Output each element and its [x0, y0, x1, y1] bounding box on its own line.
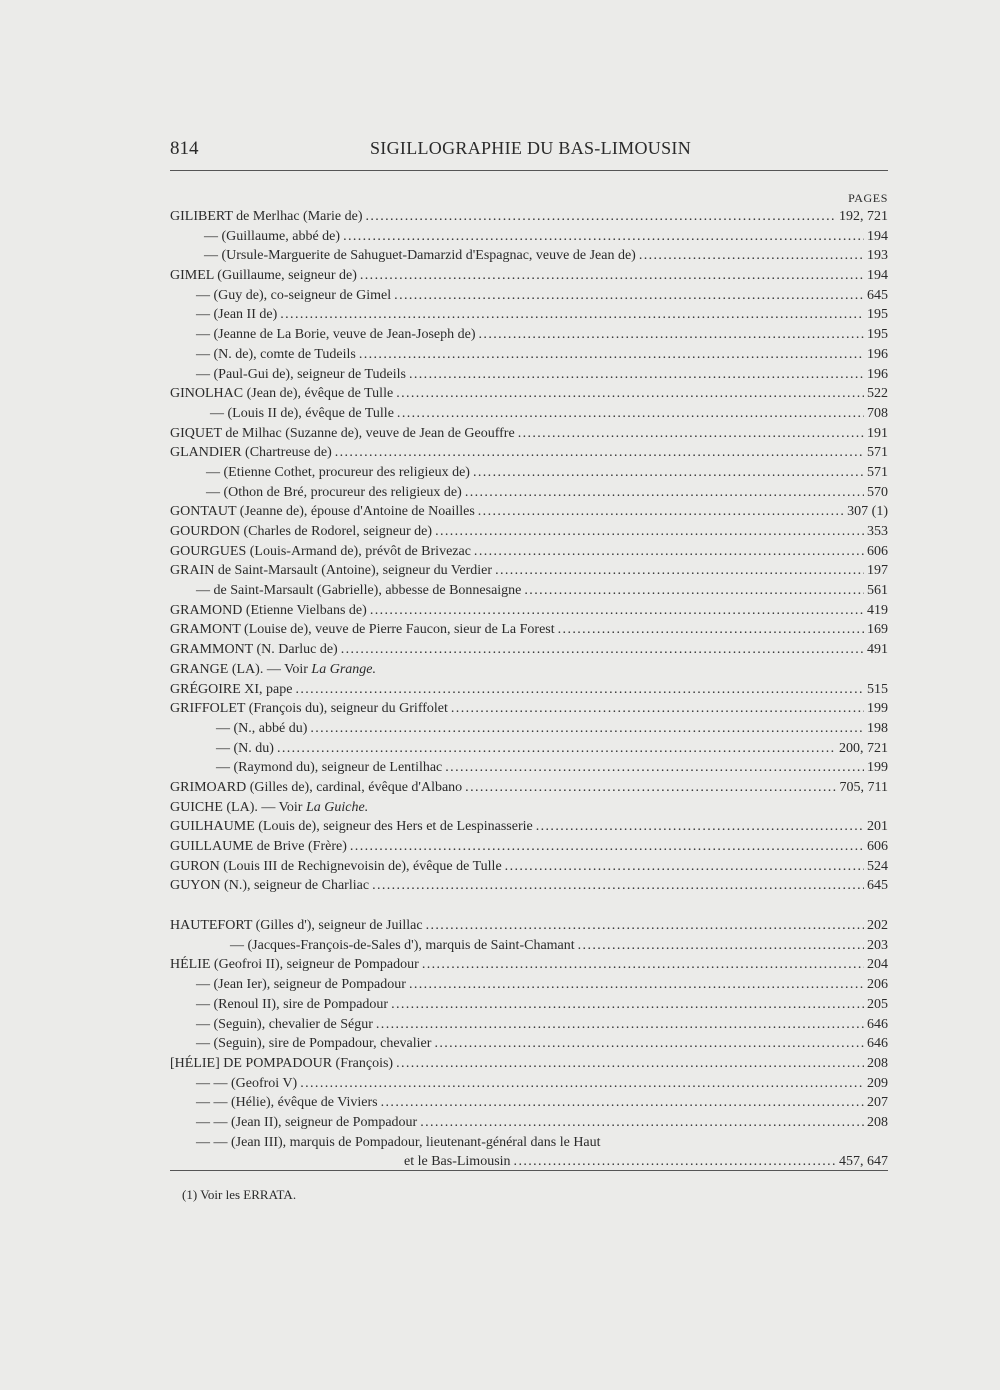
- index-entry: [170, 463, 888, 483]
- dot-leader: [578, 936, 864, 956]
- index-entry: [170, 483, 888, 503]
- index-entry: [170, 936, 888, 956]
- index-entry: [170, 739, 888, 759]
- index-entry: [170, 857, 888, 877]
- dot-leader: [295, 680, 864, 700]
- entry-pages: 198: [867, 720, 888, 736]
- index-entry: [170, 758, 888, 778]
- footnote-marker: (1): [182, 1187, 198, 1202]
- entry-pages: 204: [867, 957, 888, 973]
- entry-name: — — (Jean II), seigneur de Pompadour: [196, 1114, 418, 1130]
- dot-leader: [422, 955, 864, 975]
- entry-name: HÉLIE (Geofroi II), seigneur de Pompadour: [170, 957, 419, 973]
- entry-name: GRAMONT (Louise de), veuve de Pierre Faucon, sieur de La Forest: [170, 622, 555, 638]
- entry-pages: 169: [867, 622, 888, 638]
- entry-pages: 353: [867, 524, 888, 539]
- entry-name: GRÉGOIRE XI, pape: [170, 681, 293, 697]
- dot-leader: [396, 1054, 864, 1074]
- dot-leader: [310, 719, 864, 739]
- index-entry: [170, 227, 888, 247]
- index-entry: [170, 1054, 888, 1074]
- entry-pages: 708: [867, 405, 888, 421]
- entry-name: — (Jeanne de La Borie, veuve de Jean-Joseph de): [196, 327, 476, 343]
- footnote-text: Voir les: [200, 1187, 241, 1202]
- entry-pages: 203: [867, 937, 888, 953]
- index-entry: [170, 1113, 888, 1133]
- entry-pages: 209: [867, 1075, 888, 1091]
- entry-pages: 201: [867, 819, 888, 835]
- entry-see-reference: La Guiche.: [305, 799, 369, 815]
- dot-leader: [558, 620, 864, 640]
- dot-leader: [381, 1093, 864, 1113]
- dot-leader: [495, 561, 864, 581]
- index-entry: [170, 719, 888, 739]
- dot-leader: [478, 502, 844, 522]
- section-spacer: [170, 896, 888, 916]
- dot-leader: [394, 286, 864, 306]
- entry-name: — — (Hélie), évêque de Viviers: [196, 1095, 378, 1111]
- dot-leader: [280, 305, 864, 325]
- entry-name: et le Bas-Limousin: [404, 1154, 511, 1170]
- dot-leader: [391, 995, 864, 1015]
- index-entry: [170, 601, 888, 621]
- index-entry: [170, 404, 888, 424]
- entry-pages: 194: [867, 228, 888, 244]
- index-entry: [170, 581, 888, 601]
- entry-name: — — (Geofroi V): [196, 1075, 298, 1091]
- entry-pages: 193: [867, 248, 888, 264]
- index-entry: [170, 345, 888, 365]
- entry-name: — (N. de), comte de Tudeils: [196, 346, 356, 362]
- entry-name: GINOLHAC (Jean de), évêque de Tulle: [170, 386, 394, 402]
- entry-pages: 524: [867, 858, 888, 874]
- index-entry: [170, 502, 888, 522]
- entry-pages: 199: [867, 760, 888, 776]
- dot-leader: [639, 246, 864, 266]
- footnote-ref: ERRATA.: [243, 1187, 297, 1202]
- entry-see-reference: La Grange.: [311, 661, 376, 677]
- index-entry: [170, 266, 888, 286]
- entry-pages: 606: [867, 543, 888, 559]
- entry-pages: 646: [867, 1016, 888, 1032]
- entry-name: GONTAUT (Jeanne de), épouse d'Antoine de Noailles: [170, 504, 475, 520]
- entry-name: GOURDON (Charles de Rodorel, seigneur de): [170, 524, 433, 539]
- index-entry: [170, 798, 888, 818]
- entry-pages: 200, 721: [839, 740, 888, 756]
- dot-leader: [426, 916, 864, 936]
- running-title: SIGILLOGRAPHIE DU BAS-LIMOUSIN: [370, 138, 691, 158]
- entry-name: — (Ursule-Marguerite de Sahuguet-Damarzid d'Espagnac, veuve de Jean de): [204, 248, 636, 264]
- index-entry: [170, 916, 888, 936]
- index-entry: [170, 424, 888, 444]
- entry-pages: 571: [867, 464, 888, 480]
- index-entry: [170, 542, 888, 562]
- entry-name: GURON (Louis III de Rechignevoisin de), évêque de Tulle: [170, 858, 502, 874]
- entry-name: [HÉLIE] DE POMPADOUR (François): [170, 1055, 394, 1071]
- entry-name: — (Renoul II), sire de Pompadour: [196, 996, 389, 1012]
- entry-pages: 202: [867, 918, 888, 934]
- entry-name: GILIBERT de Merlhac (Marie de): [170, 209, 363, 224]
- dot-leader: [366, 207, 837, 227]
- dot-leader: [435, 522, 864, 542]
- entry-name: GIMEL (Guillaume, seigneur de): [170, 268, 357, 284]
- footnote: [182, 1187, 296, 1203]
- entry-pages: 207: [867, 1095, 888, 1111]
- index-entry: [170, 1034, 888, 1054]
- index-entry: [170, 699, 888, 719]
- index-entry: [170, 995, 888, 1015]
- entry-pages: 419: [867, 602, 888, 618]
- entry-pages: 645: [867, 287, 888, 303]
- entry-name: — (N., abbé du): [216, 720, 308, 736]
- entry-name: — (Guy de), co-seigneur de Gimel: [196, 287, 392, 303]
- index-list: [170, 207, 888, 1172]
- entry-pages: 191: [867, 425, 888, 441]
- dot-leader: [420, 1113, 864, 1133]
- entry-name: — (Seguin), sire de Pompadour, chevalier: [196, 1036, 432, 1052]
- dot-leader: [350, 837, 864, 857]
- entry-name: — (Guillaume, abbé de): [204, 228, 341, 244]
- index-entry: [170, 620, 888, 640]
- pages-column-label: PAGES: [848, 191, 888, 205]
- entry-pages: 208: [867, 1114, 888, 1130]
- dot-leader: [451, 699, 864, 719]
- entry-name: GRIFFOLET (François du), seigneur du Griffolet: [170, 701, 448, 717]
- entry-name: — (Louis II de), évêque de Tulle: [210, 405, 394, 421]
- entry-name: HAUTEFORT (Gilles d'), seigneur de Juillac: [170, 918, 423, 934]
- index-entry: [170, 305, 888, 325]
- index-entry: [170, 1074, 888, 1094]
- dot-leader: [335, 443, 864, 463]
- index-entry: [170, 1015, 888, 1035]
- entry-name: — — (Jean III), marquis de Pompadour, lieutenant-général dans le Haut: [196, 1134, 601, 1150]
- dot-leader: [277, 739, 836, 759]
- dot-leader: [474, 542, 864, 562]
- index-entry: [170, 778, 888, 798]
- entry-pages: 515: [867, 681, 888, 697]
- entry-name: GLANDIER (Chartreuse de): [170, 445, 332, 461]
- dot-leader: [396, 384, 864, 404]
- dot-leader: [397, 404, 864, 424]
- entry-name: — (Etienne Cothet, procureur des religieux de): [206, 464, 470, 480]
- entry-name: GUYON (N.), seigneur de Charliac: [170, 878, 370, 894]
- entry-pages: 307 (1): [847, 504, 888, 520]
- header-rule: [170, 170, 888, 171]
- dot-leader: [465, 483, 864, 503]
- dot-leader: [409, 365, 864, 385]
- index-entry: [170, 522, 888, 542]
- entry-name: — (Jacques-François-de-Sales d'), marquis de Saint-Chamant: [230, 937, 575, 953]
- entry-name: GRAMMONT (N. Darluc de): [170, 642, 338, 658]
- entry-pages: 570: [867, 484, 888, 500]
- entry-name: — de Saint-Marsault (Gabrielle), abbesse de Bonnesaigne: [196, 583, 522, 599]
- entry-pages: 457, 647: [839, 1154, 888, 1170]
- dot-leader: [505, 857, 864, 877]
- entry-pages: 197: [867, 563, 888, 579]
- page-number: 814: [170, 138, 199, 159]
- index-entry: [170, 443, 888, 463]
- entry-pages: 192, 721: [839, 209, 888, 224]
- entry-pages: 196: [867, 346, 888, 362]
- entry-pages: 646: [867, 1036, 888, 1052]
- index-entry: [170, 325, 888, 345]
- dot-leader: [434, 1034, 864, 1054]
- index-entry: [170, 680, 888, 700]
- index-entry: [170, 955, 888, 975]
- index-entry: [170, 561, 888, 581]
- entry-pages: 705, 711: [839, 779, 888, 795]
- entry-name: GRIMOARD (Gilles de), cardinal, évêque d'Albano: [170, 779, 463, 795]
- index-entry: [170, 1133, 888, 1153]
- index-entry: [170, 384, 888, 404]
- entry-name: — (Jean II de): [196, 307, 278, 323]
- entry-pages: 208: [867, 1055, 888, 1071]
- index-entry: [170, 246, 888, 266]
- dot-leader: [372, 876, 864, 896]
- entry-pages: 606: [867, 839, 888, 854]
- footnote-rule: [170, 1170, 888, 1171]
- entry-name: GIQUET de Milhac (Suzanne de), veuve de Jean de Geouffre: [170, 425, 515, 441]
- entry-name: GUILHAUME (Louis de), seigneur des Hers et de Lespinasserie: [170, 819, 533, 835]
- entry-pages: 206: [867, 977, 888, 993]
- entry-name: — (Othon de Bré, procureur des religieux de): [206, 484, 462, 500]
- dot-leader: [370, 601, 864, 621]
- dot-leader: [376, 1015, 864, 1035]
- entry-name: — (Seguin), chevalier de Ségur: [196, 1016, 373, 1032]
- entry-pages: 522: [867, 386, 888, 402]
- dot-leader: [359, 345, 864, 365]
- entry-pages: 194: [867, 268, 888, 284]
- index-entry: [170, 876, 888, 896]
- index-entry: [170, 286, 888, 306]
- entry-name: — (Paul-Gui de), seigneur de Tudeils: [196, 366, 406, 382]
- entry-pages: 199: [867, 701, 888, 717]
- index-entry: [170, 817, 888, 837]
- dot-leader: [479, 325, 864, 345]
- entry-name: GUILLAUME de Brive (Frère): [170, 839, 347, 854]
- dot-leader: [360, 266, 864, 286]
- entry-name: GRAIN de Saint-Marsault (Antoine), seigneur du Verdier: [170, 563, 493, 579]
- index-entry: [170, 640, 888, 660]
- entry-pages: 205: [867, 996, 888, 1012]
- index-entry: [170, 365, 888, 385]
- entry-pages: 645: [867, 878, 888, 894]
- entry-pages: 561: [867, 583, 888, 599]
- entry-pages: 195: [867, 327, 888, 343]
- dot-leader: [341, 640, 864, 660]
- dot-leader: [409, 975, 864, 995]
- entry-name: — (Jean Ier), seigneur de Pompadour: [196, 977, 406, 993]
- index-entry: [170, 837, 888, 857]
- dot-leader: [524, 581, 864, 601]
- index-entry: [170, 207, 888, 227]
- dot-leader: [343, 227, 864, 247]
- entry-pages: 571: [867, 445, 888, 461]
- entry-pages: 195: [867, 307, 888, 323]
- entry-name: GRANGE (LA). — Voir La Grange.: [170, 661, 376, 677]
- dot-leader: [300, 1074, 864, 1094]
- entry-pages: 196: [867, 366, 888, 382]
- index-entry: [170, 975, 888, 995]
- dot-leader: [518, 424, 864, 444]
- dot-leader: [536, 817, 864, 837]
- entry-name: GRAMOND (Etienne Vielbans de): [170, 602, 367, 618]
- dot-leader: [465, 778, 836, 798]
- entry-name: — (N. du): [216, 740, 274, 756]
- dot-leader: [445, 758, 864, 778]
- index-entry: [170, 1093, 888, 1113]
- entry-pages: 491: [867, 642, 888, 658]
- dot-leader: [473, 463, 864, 483]
- entry-name: — (Raymond du), seigneur de Lentilhac: [216, 760, 443, 776]
- entry-name: GUICHE (LA). — Voir La Guiche.: [170, 799, 369, 815]
- entry-name: GOURGUES (Louis-Armand de), prévôt de Brivezac: [170, 543, 471, 559]
- index-entry: [170, 660, 888, 680]
